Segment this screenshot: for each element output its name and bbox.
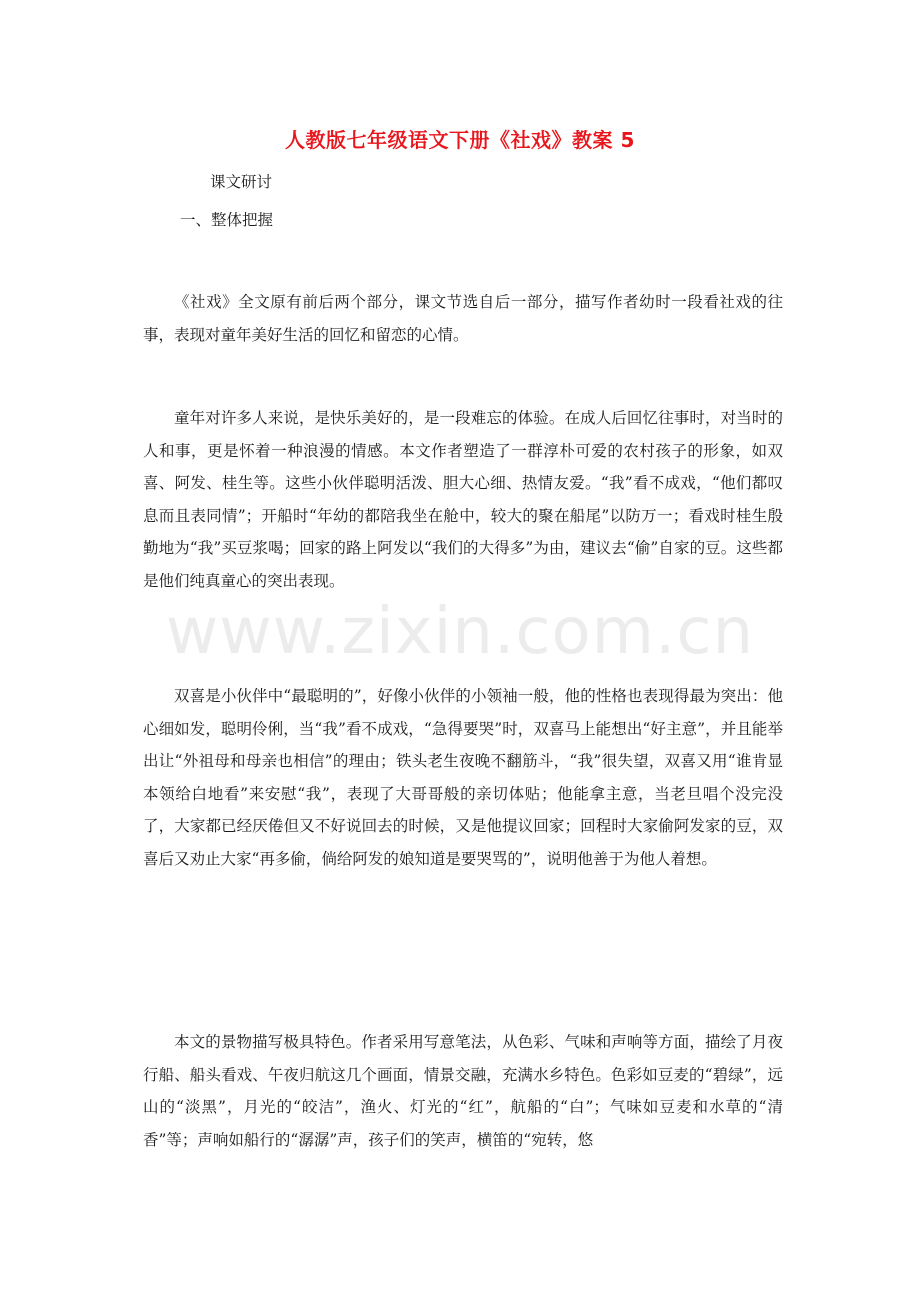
section-heading: 课文研讨 [210, 173, 273, 191]
paragraph: 双喜是小伙伴中“最聪明的”，好像小伙伴的小领袖一般，他的性格也表现得最为突出：他心细如发，聪明伶俐，当“我”看不成戏，“急得要哭”时，双喜马上能想出“好主意”，并且能举出让“外祖母和母亲也相信”的理由；铁头老生夜晚不翻筋斗，“我”很失望，双喜又用“谁肯显本领给白地看”来安慰“我”，表现了大哥哥般的亲切体贴；他能拿主意，当老旦唱个没完没了，大家都已经厌倦但又不好说回去的时候，又是他提议回家；回程时大家偷阿发家的豆，双喜后又劝止大家“再多偷，倘给阿发的娘知道是要哭骂的”，说明他善于为他人着想。 [143, 687, 783, 868]
document-title: 人教版七年级语文下册《社戏》教案 5 [285, 128, 635, 152]
paragraph: 本文的景物描写极具特色。作者采用写意笔法，从色彩、气味和声响等方面，描绘了月夜行船、船头看戏、午夜归航这几个画面，情景交融，充满水乡特色。色彩如豆麦的“碧绿”，远山的“淡黑”，月光的“皎洁”，渔火、灯光的“红”，航船的“白”；气味如豆麦和水草的“清香”等；声响如船行的“潺潺”声，孩子们的笑声，横笛的“宛转，悠 [143, 1033, 783, 1149]
subsection-heading: 一、整体把握 [180, 211, 274, 229]
paragraph: 童年对许多人来说，是快乐美好的，是一段难忘的体验。在成人后回忆往事时，对当时的人和事，更是怀着一种浪漫的情感。本文作者塑造了一群淳朴可爱的农村孩子的形象，如双喜、阿发、桂生等。这些小伙伴聪明活泼、胆大心细、热情友爱。“我”看不成戏，“他们都叹息而且表同情”；开船时“年幼的都陪我坐在舱中，较大的聚在船尾”以防万一；看戏时桂生殷勤地为“我”买豆浆喝；回家的路上阿发以“我们的大得多”为由，建议去“偷”自家的豆。这些都是他们纯真童心的突出表现。 [143, 409, 783, 590]
watermark: www.zixin.com.cn [165, 595, 755, 669]
paragraph: 《社戏》全文原有前后两个部分，课文节选自后一部分，描写作者幼时一段看社戏的往事，表现对童年美好生活的回忆和留恋的心情。 [143, 293, 783, 344]
